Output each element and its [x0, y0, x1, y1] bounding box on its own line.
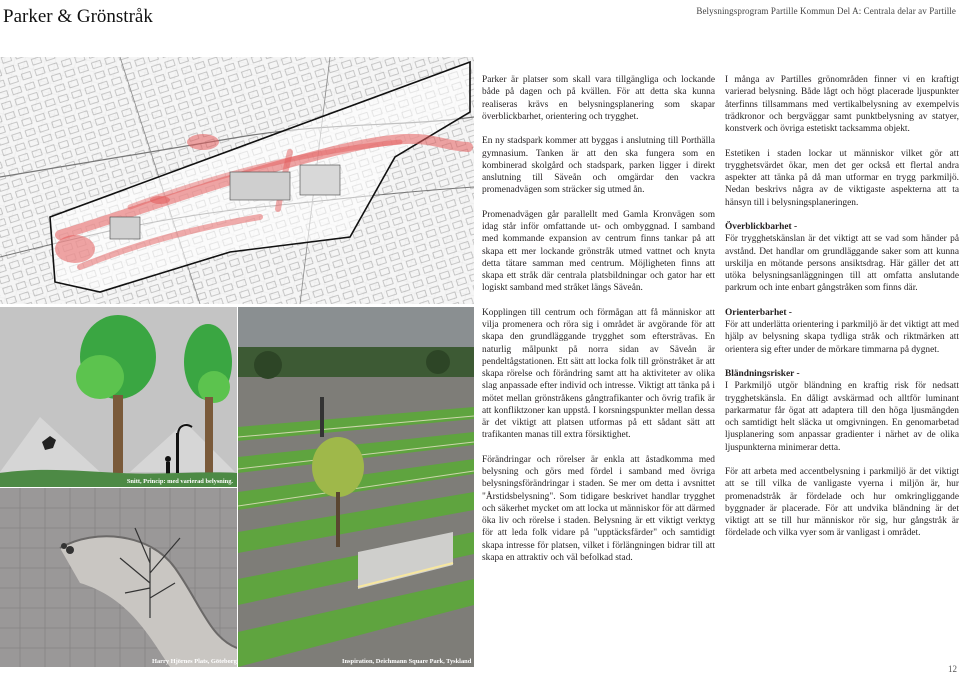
paragraph-glare: I Parkmiljö utgör bländning en kraftig risk för nedsatt trygghetskänsla. En dåligt avskärmad och alltför luminant parkarmatur får ögat att adaptera till den höga ljusmängden och samtidigt helt släcka ut omgivningen. En genomarbetad ljusplanering som anpassar gradienter i närhet av de olika ljuspunkterna minimerar detta.: [725, 381, 959, 453]
plaza-caption: Harry Hjörnes Plats, Göteborg: [152, 658, 237, 665]
heading-orientation: Orienterbarhet -: [725, 307, 792, 318]
heading-glare: Bländningsrisker -: [725, 369, 800, 379]
paragraph-parks-intro: Parker är platser som skall vara tillgängliga och lockande både på dagen och på kvällen. För att detta ska kunna realiseras krävs en belysningsplanering som skapar överblickbarhet, orientering och trygghet.: [482, 75, 715, 122]
text-column-right: [725, 74, 959, 552]
page-number: 12: [948, 664, 957, 674]
plaza-photo: [0, 488, 237, 667]
paragraph-change-movement: Förändringar och rörelser är enkla att åstadkomma med belysning och görs med fördel i samband med övriga belysningsförändringar i staden. Se mer om detta i avsnittet "Årstidsbelysning". Som tidigare beskrivet handlar trygghet och säkerhet mycket om att locka ut människor för att därmed öka liv och rörelse i staden. Belysning är ett viktigt verktyg för att leda folk vidare på "upptäcksfärder" och samtidigt skapa intresse för platsen, vilket i förlängningen bidrar till att skapa en attraktiv och väl befolkad stad.: [482, 454, 715, 563]
paragraph-varied-lighting: I många av Partilles grönområden finner vi en kraftigt varierad belysning. Både lågt och högt placerade ljuspunkter återfinns tillsammans med vertikalbelysning av exempelvis trädkronor och bergväggar samt punktbelysning av statyer, konstverk och övriga estetiskt tacksamma objekt.: [725, 75, 959, 134]
site-plan-icon: [0, 57, 474, 304]
park-caption: Inspiration, Deichmann Square Park, Tyskland: [342, 658, 472, 665]
concept-section-image: [0, 307, 237, 487]
heading-overview: Överblickbarhet -: [725, 222, 798, 232]
paragraph-centre-connection: Kopplingen till centrum och förmågan att få människor att vilja promenera och röra sig i området är avgörande för att skapa den grundläggande trygghet som eftersträvas. En naturlig målpunkt på norra sidan av Säveån är pendeltågstationen. Ett sätt att locka folk till grönstråket är att skapa rörelse och förändring samt att ha aktiviteter av olika slag anpassade efter individ och intresse. Viktigt att tänka på i mötet mellan grönstråkens gångtrafikanter och övrig trafik är att konfliktzoner kan uppstå. I korsningspunkter mellan dessa är det viktigt att platsen utformas på ett sådant sätt att trafikanten manas till extra försiktighet.: [482, 307, 715, 441]
lighting-section-sketch-icon: [0, 307, 237, 487]
text-column-left: [482, 74, 715, 576]
paragraph-aesthetics: Estetiken i staden lockar ut människor vilket gör att trygghetsvärdet ökar, men det ger också ett flertal andra aspekter att tänka på då man utformar en trygg parkmiljö. Nedan beskrivs några av de viktigaste aspekterna att ta hänsyn till i belysningsplaneringen.: [725, 148, 959, 208]
paragraph-new-city-park: En ny stadspark kommer att byggas i anslutning till Porthälla gymnasium. Tanken är att den ska fungera som en kombinerad skolgård och stadspark, parken ligger i direkt anslutning till Säveån och omgärdar den vackra promenadvägen som sträcker sig utmed ån.: [482, 136, 715, 196]
paragraph-orientation: För att underlätta orientering i parkmiljö är det viktigt att med hjälp av belysning skapa tydliga stråk och riktmärken att orientera sig efter under de mörkare timmarna på dygnet.: [725, 320, 959, 355]
park-photo-icon: [238, 307, 474, 667]
document-header: Belysningsprogram Partille Kommun Del A: Centrala delar av Partille: [696, 6, 956, 16]
park-photo: [238, 307, 474, 667]
plaza-photo-icon: [0, 488, 237, 667]
page-title: Parker & Grönstråk: [3, 6, 153, 27]
concept-caption: Snitt, Princip: med varierad belysning.: [126, 478, 233, 485]
paragraph-accent-lighting: För att arbeta med accentbelysning i parkmiljö är det viktigt att se till vilka de vanligaste vyerna i miljön är, hur promenadstråk är fördelade och hur omkringliggande byggnader är placerade. För att undvika bländning är det viktigt att se till hur människor rör sig, hur gångstråk är fördelade och vilka vyer som är vanligast i området.: [725, 467, 959, 539]
paragraph-overview: För trygghetskänslan är det viktigt att se vad som händer på avstånd. Det handlar om grundläggande saker som att kunna urskilja en mötande persons ansiktsdrag. Här gäller det att utöka belysningsanläggningen till att omfatta anslutande parkrum och inte enbart gångstråken som finns där.: [725, 234, 959, 294]
site-plan-map: [0, 57, 474, 304]
paragraph-promenade: Promenadvägen går parallellt med Gamla Kronvägen som idag står inför omfattande ut- och ombyggnad. I samband med kommande expansion av centrum finns tankar på att skapa ett mer lockande grönstråk utmed vattnet och knyta detta tätare samman med centrum. Möjligheten finns att skapa ett stråk där centrala platsbildningar och gator har ett logiskt samband med stråket längs Säveån.: [482, 209, 715, 294]
